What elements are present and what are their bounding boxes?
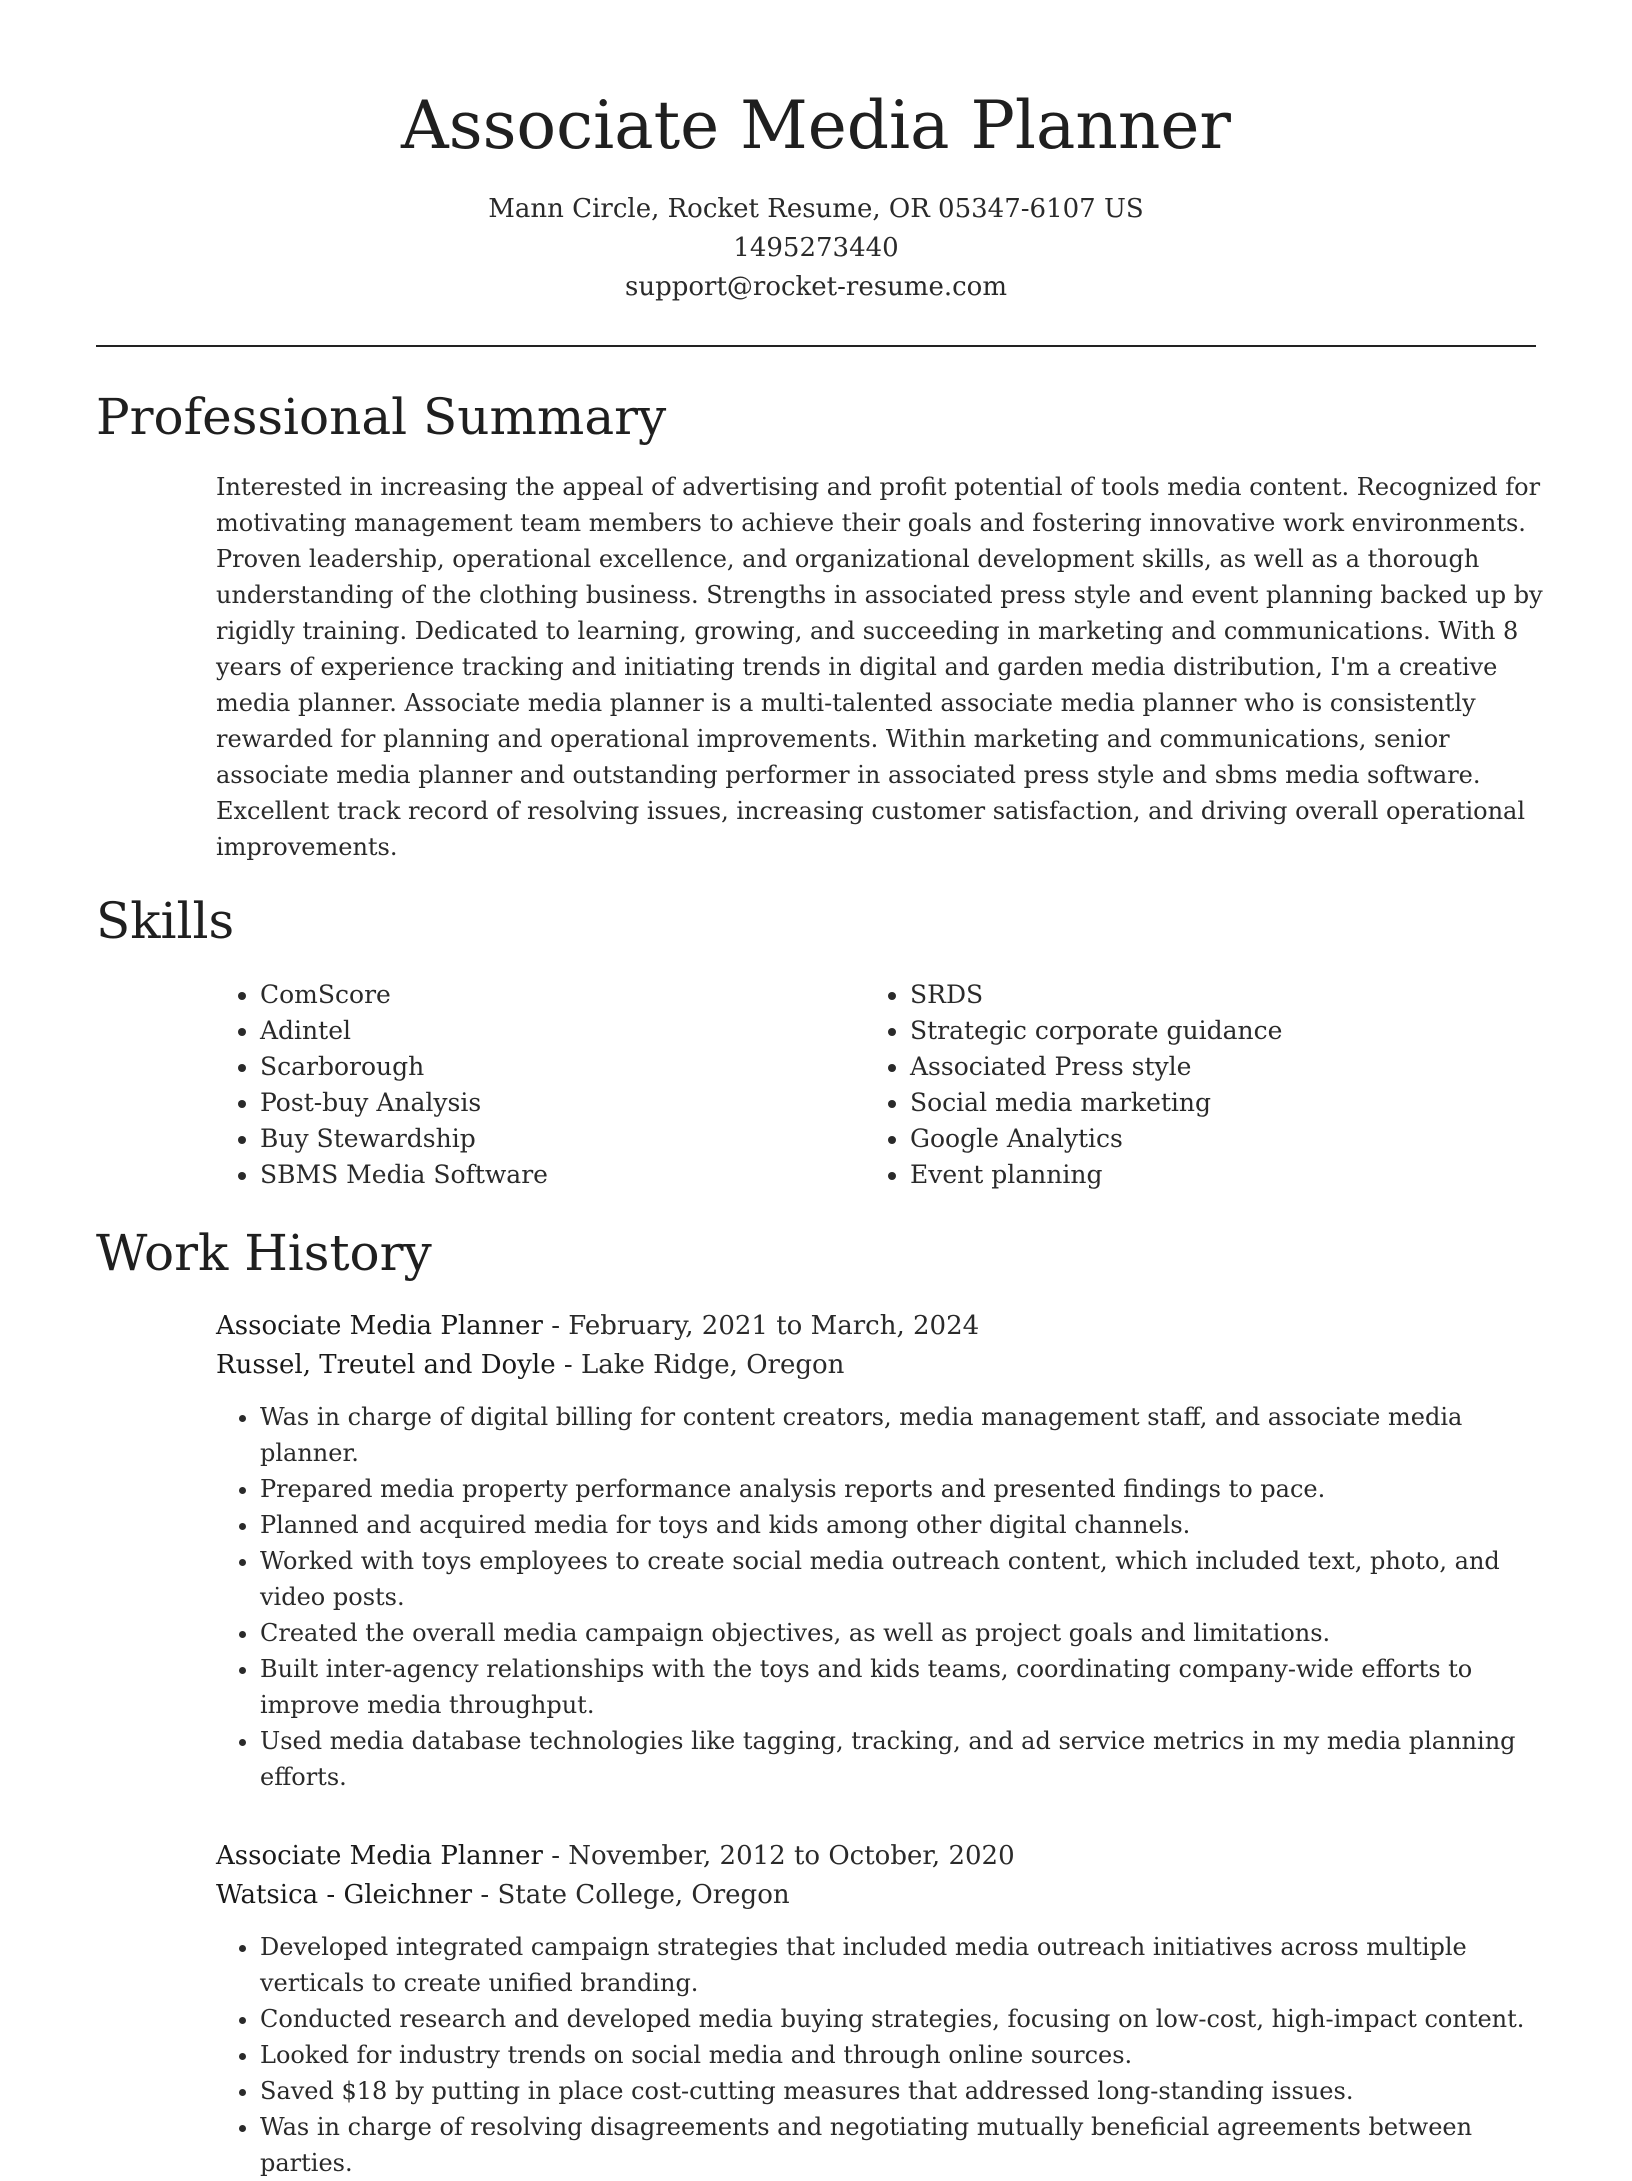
resume-header — [96, 0, 1536, 307]
skill-item: • SRDS — [910, 977, 1510, 1013]
job-bullets — [216, 1929, 1546, 2181]
job-role: Associate Media Planner — [216, 1841, 543, 1871]
summary-heading: Professional Summary — [96, 388, 667, 446]
skill-item: • Google Analytics — [910, 1121, 1510, 1157]
header-divider — [96, 345, 1536, 347]
skill-item: • Event planning — [910, 1157, 1510, 1193]
job-title-line: Associate Media Planner - November, 2012 to October, 2020 — [216, 1841, 1015, 1871]
job-entry — [216, 1307, 1546, 1795]
job-dates: November, 2012 to October, 2020 — [568, 1841, 1015, 1871]
skill-item: • Adintel — [260, 1013, 866, 1049]
skill-item: • SBMS Media Software — [260, 1157, 866, 1193]
job-entry — [216, 1837, 1546, 2181]
skills-list-left — [216, 977, 866, 1193]
job-title-line: Associate Media Planner - February, 2021 to March, 2024 — [216, 1311, 980, 1341]
job-bullet: • Developed integrated campaign strategies that included media outreach initiatives across multiple verticals to create unified branding. — [260, 1929, 1546, 2001]
job-company-line: Watsica - Gleichner - State College, Oregon — [216, 1880, 790, 1910]
skill-item: • Social media marketing — [910, 1085, 1510, 1121]
skill-item: • Scarborough — [260, 1049, 866, 1085]
skill-item: • Strategic corporate guidance — [910, 1013, 1510, 1049]
skill-item: • Buy Stewardship — [260, 1121, 866, 1157]
contact-email: support@rocket-resume.com — [624, 272, 1007, 302]
job-bullet: • Conducted research and developed media buying strategies, focusing on low-cost, high-impact content. — [260, 2001, 1546, 2037]
work-history-heading: Work History — [96, 1224, 432, 1282]
job-bullet: • Was in charge of resolving disagreements and negotiating mutually beneficial agreements between parties. — [260, 2109, 1546, 2181]
job-location: State College, Oregon — [497, 1880, 790, 1910]
job-dates: February, 2021 to March, 2024 — [568, 1311, 980, 1341]
job-bullet: • Planned and acquired media for toys and kids among other digital channels. — [260, 1507, 1546, 1543]
resume-page — [96, 0, 1543, 2181]
job-role: Associate Media Planner — [216, 1311, 543, 1341]
job-bullet: • Worked with toys employees to create social media outreach content, which included text, photo, and video posts. — [260, 1543, 1546, 1615]
skill-item: • Associated Press style — [910, 1049, 1510, 1085]
job-company: Watsica - Gleichner — [216, 1880, 473, 1910]
job-company-line: Russel, Treutel and Doyle - Lake Ridge, Oregon — [216, 1350, 845, 1380]
resume-title: Associate Media Planner — [401, 87, 1231, 164]
skill-item: • ComScore — [260, 977, 866, 1013]
summary-paragraph: Interested in increasing the appeal of advertising and profit potential of tools media content. Recognized for motivating management team members to achieve their goals and fostering innovative work environments. Proven leadership, operational excellence, and organizational development skills, as well as a thorough understanding of the clothing business. Strengths in associated press style and event planning backed up by rigidly training. Dedicated to learning, growing, and succeeding in marketing and communications. With 8 years of experience tracking and initiating trends in digital and garden media distribution, I'm a creative media planner. Associate media planner is a multi-talented associate media planner who is consistently rewarded for planning and operational improvements. Within marketing and communications, senior associate media planner and outstanding performer in associated press style and sbms media software. Excellent track record of resolving issues, increasing customer satisfaction, and driving overall operational improvements. — [216, 473, 1543, 861]
job-bullet: • Prepared media property performance analysis reports and presented findings to pace. — [260, 1471, 1546, 1507]
contact-address: Mann Circle, Rocket Resume, OR 05347-6107 US — [488, 194, 1144, 224]
job-bullet: • Used media database technologies like tagging, tracking, and ad service metrics in my media planning efforts. — [260, 1723, 1546, 1795]
job-bullet: • Built inter-agency relationships with the toys and kids teams, coordinating company-wide efforts to improve media throughput. — [260, 1651, 1546, 1723]
skills-grid — [216, 977, 1536, 1193]
skills-list-right — [866, 977, 1510, 1193]
skills-heading: Skills — [96, 892, 235, 950]
job-bullet: • Saved $18 by putting in place cost-cutting measures that addressed long-standing issues. — [260, 2073, 1546, 2109]
job-bullet: • Looked for industry trends on social media and through online sources. — [260, 2037, 1546, 2073]
job-location: Lake Ridge, Oregon — [580, 1350, 845, 1380]
job-bullets — [216, 1399, 1546, 1795]
job-bullet: • Was in charge of digital billing for content creators, media management staff, and associate media planner. — [260, 1399, 1546, 1471]
job-company: Russel, Treutel and Doyle — [216, 1350, 556, 1380]
job-bullet: • Created the overall media campaign objectives, as well as project goals and limitations. — [260, 1615, 1546, 1651]
skill-item: • Post-buy Analysis — [260, 1085, 866, 1121]
contact-phone: 1495273440 — [733, 233, 899, 263]
